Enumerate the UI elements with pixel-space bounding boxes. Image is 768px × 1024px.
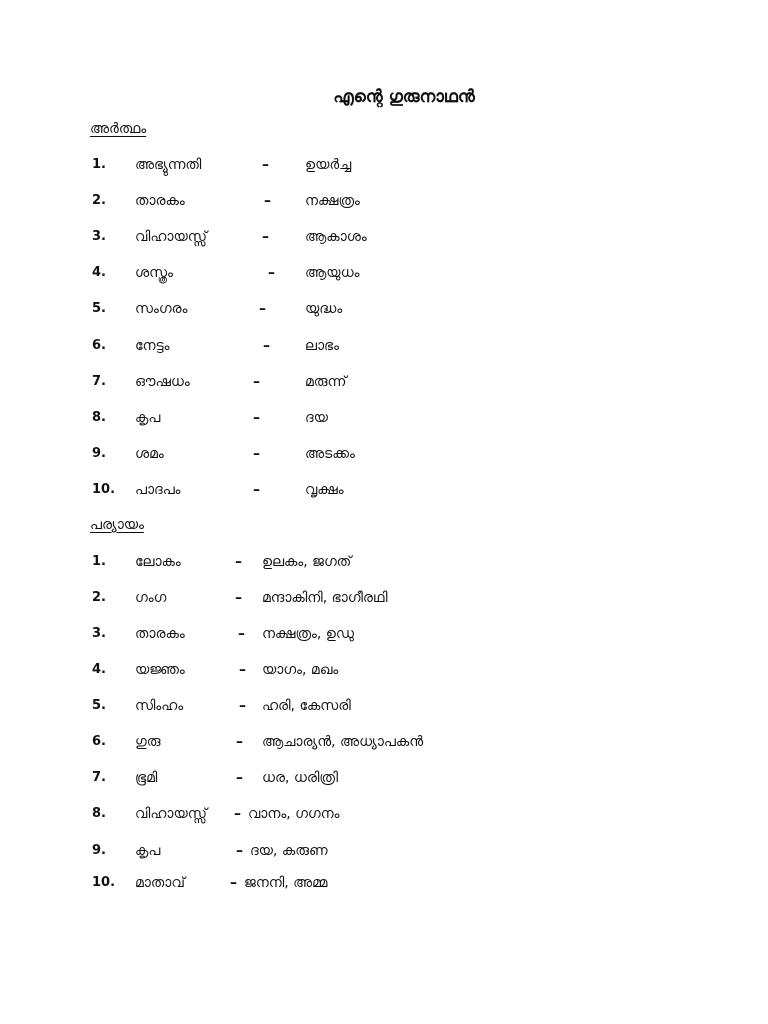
item-meaning: നക്ഷത്രം [305, 193, 360, 209]
item-word: യജ്ഞം [135, 662, 185, 678]
item-word: ഗുരു [135, 734, 161, 750]
item-meaning: മന്ദാകിനി, ഭാഗീരഥി [262, 590, 388, 606]
item-dash: – [253, 446, 260, 462]
item-number: 5. [92, 698, 106, 713]
item-dash: – [239, 662, 246, 678]
item-dash: – [236, 843, 243, 859]
item-number: 3. [92, 229, 106, 244]
item-meaning: ആകാശം [305, 229, 367, 245]
item-meaning: വാനം, ഗഗനം [248, 806, 340, 822]
item-word: ഗംഗ [135, 590, 167, 606]
list-item [0, 157, 768, 179]
item-dash: – [268, 265, 275, 281]
item-number: 9. [92, 446, 106, 461]
item-meaning: ദയ, കരുണ [250, 843, 328, 859]
page-title: എന്റെ ഗുരുനാഥൻ [333, 87, 475, 107]
item-meaning: ജനനി, അമ്മ [244, 875, 328, 891]
item-number: 7. [92, 770, 106, 785]
item-word: ഔഷധം [135, 374, 190, 390]
item-meaning: യാഗം, മഖം [262, 662, 339, 678]
item-word: അഭ്യുന്നതി [135, 157, 202, 173]
item-word: സിംഹം [135, 698, 184, 714]
item-dash: – [235, 554, 242, 570]
item-word: ശമം [135, 446, 164, 462]
item-number: 1. [92, 157, 106, 172]
item-dash: – [235, 590, 242, 606]
section-heading-meaning: അർത്ഥം [90, 121, 147, 137]
item-number: 4. [92, 662, 106, 677]
section-heading-synonyms: പര്യായം [90, 517, 144, 533]
item-number: 2. [92, 590, 106, 605]
item-dash: – [238, 626, 245, 642]
item-dash: – [262, 229, 269, 245]
item-meaning: ആചാര്യൻ, അധ്യാപകൻ [262, 734, 424, 750]
item-number: 8. [92, 410, 106, 425]
item-meaning: ലാഭം [305, 338, 339, 354]
item-number: 10. [92, 875, 116, 890]
item-dash: – [259, 301, 266, 317]
item-word: താരകം [135, 193, 185, 209]
item-dash: – [262, 157, 269, 173]
item-word: വിഹായസ്സ് [135, 806, 207, 822]
item-meaning: നക്ഷത്രം, ഉഡു [262, 626, 354, 642]
item-meaning: യുദ്ധം [305, 301, 343, 317]
list-item [0, 770, 768, 792]
list-item [0, 734, 768, 756]
item-word: മാതാവ് [135, 875, 185, 891]
item-word: കൃപ [135, 843, 161, 859]
list-item [0, 410, 768, 432]
item-word: കൃപ [135, 410, 161, 426]
item-dash: – [253, 374, 260, 390]
list-item [0, 229, 768, 251]
item-dash: – [236, 770, 243, 786]
item-dash: – [234, 806, 241, 822]
item-meaning: അടക്കം [305, 446, 355, 462]
list-item [0, 338, 768, 360]
item-number: 5. [92, 301, 106, 316]
list-item [0, 590, 768, 612]
item-word: സംഗരം [135, 301, 188, 317]
list-item [0, 843, 768, 865]
item-dash: – [253, 482, 260, 498]
item-word: നേട്ടം [135, 338, 170, 354]
list-item [0, 301, 768, 323]
list-item [0, 806, 768, 828]
item-number: 4. [92, 265, 106, 280]
item-dash: – [236, 734, 243, 750]
item-dash: – [239, 698, 246, 714]
item-word: വിഹായസ്സ് [135, 229, 207, 245]
item-meaning: ഹരി, കേസരി [262, 698, 351, 714]
item-word: ഭൂമി [135, 770, 158, 786]
item-number: 9. [92, 843, 106, 858]
item-word: ലോകം [135, 554, 181, 570]
list-item [0, 446, 768, 468]
list-item [0, 698, 768, 720]
list-item [0, 554, 768, 576]
list-item [0, 662, 768, 684]
item-number: 1. [92, 554, 106, 569]
item-word: പാദപം [135, 482, 181, 498]
item-number: 2. [92, 193, 106, 208]
item-dash: – [264, 193, 271, 209]
item-meaning: മരുന്ന് [305, 374, 347, 390]
item-word: ശസ്ത്രം [135, 265, 173, 281]
item-number: 10. [92, 482, 116, 497]
list-item [0, 193, 768, 215]
list-item [0, 875, 768, 897]
item-dash: – [253, 410, 260, 426]
list-item [0, 265, 768, 287]
item-dash: – [263, 338, 270, 354]
item-number: 8. [92, 806, 106, 821]
item-number: 3. [92, 626, 106, 641]
item-word: താരകം [135, 626, 185, 642]
item-number: 7. [92, 374, 106, 389]
item-meaning: വൃക്ഷം [305, 482, 344, 498]
item-meaning: ഉയർച്ച [305, 157, 352, 173]
item-meaning: ആയുധം [305, 265, 360, 281]
item-number: 6. [92, 734, 106, 749]
item-meaning: ധര, ധരിത്രി [262, 770, 339, 786]
list-item [0, 626, 768, 648]
list-item [0, 482, 768, 504]
item-meaning: ഉലകം, ജഗത് [262, 554, 352, 570]
item-number: 6. [92, 338, 106, 353]
item-meaning: ദയ [305, 410, 328, 426]
item-dash: – [230, 875, 237, 891]
list-item [0, 374, 768, 396]
